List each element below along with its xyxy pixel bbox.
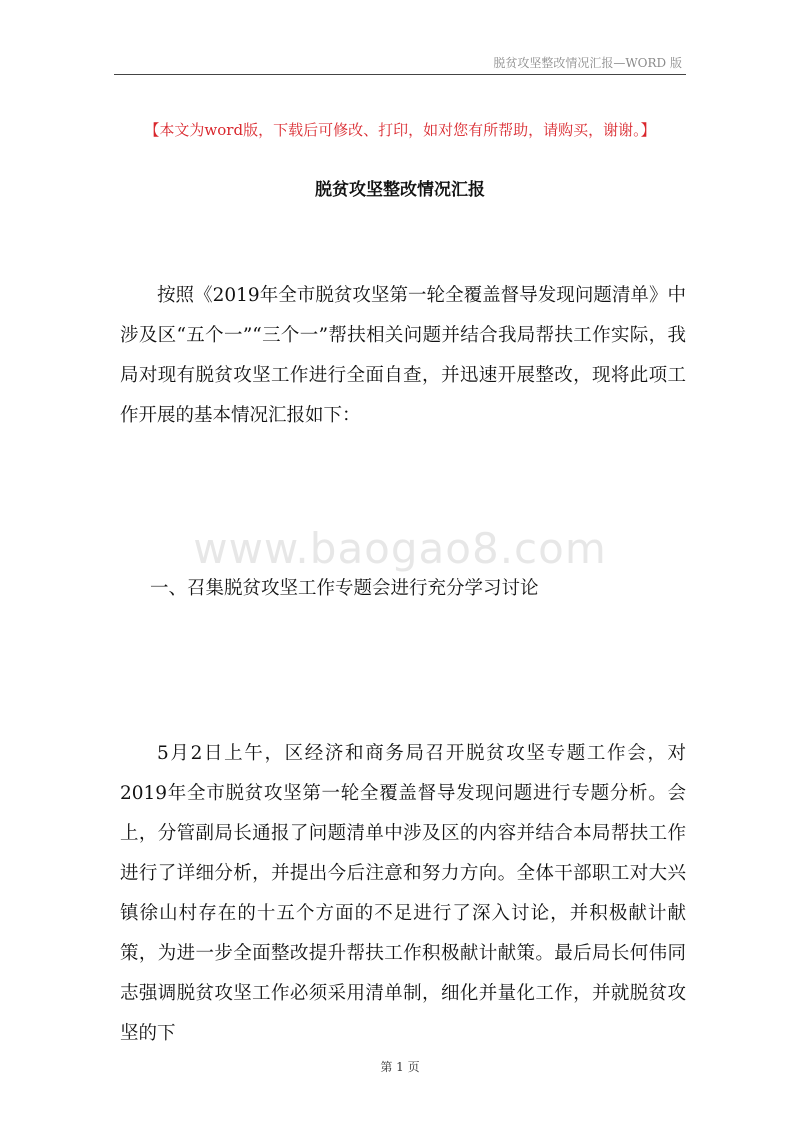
purchase-notice: 【本文为word版，下载后可修改、打印，如对您有所帮助，请购买，谢谢。】 — [144, 121, 656, 139]
section-heading-1: 一、召集脱贫攻坚工作专题会进行充分学习讨论 — [150, 578, 539, 599]
header-running-title: 脱贫攻坚整改情况汇报—WORD 版 — [493, 56, 682, 70]
page-number: 第 1 页 — [380, 1060, 420, 1074]
document-title: 脱贫攻坚整改情况汇报 — [315, 180, 485, 200]
watermark-text: www.baogao8.com — [193, 524, 607, 573]
body-paragraph: 5月2日上午，区经济和商务局召开脱贫攻坚专题工作会，对2019年全市脱贫攻坚第一轮全覆盖督导发现问题进行专题分析。会上，分管副局长通报了问题清单中涉及区的内容并结合本局帮扶工作进行了详细分析，并提出今后注意和努力方向。全体干部职工对大兴镇徐山村存在的十五个方面的不足进行了深入讨论，并积极献计献策，为进一步全面整改提升帮扶工作积极献计献策。最后局长何伟同志强调脱贫攻坚工作必须采用清单制，细化并量化工作，并就脱贫攻坚的下 — [120, 743, 686, 1044]
header-rule — [114, 74, 686, 75]
intro-paragraph: 按照《2019年全市脱贫攻坚第一轮全覆盖督导发现问题清单》中涉及区“五个一”“三个一”帮扶相关问题并结合我局帮扶工作实际，我局对现有脱贫攻坚工作进行全面自查，并迅速开展整改，现将此项工作开展的基本情况汇报如下： — [120, 285, 686, 426]
